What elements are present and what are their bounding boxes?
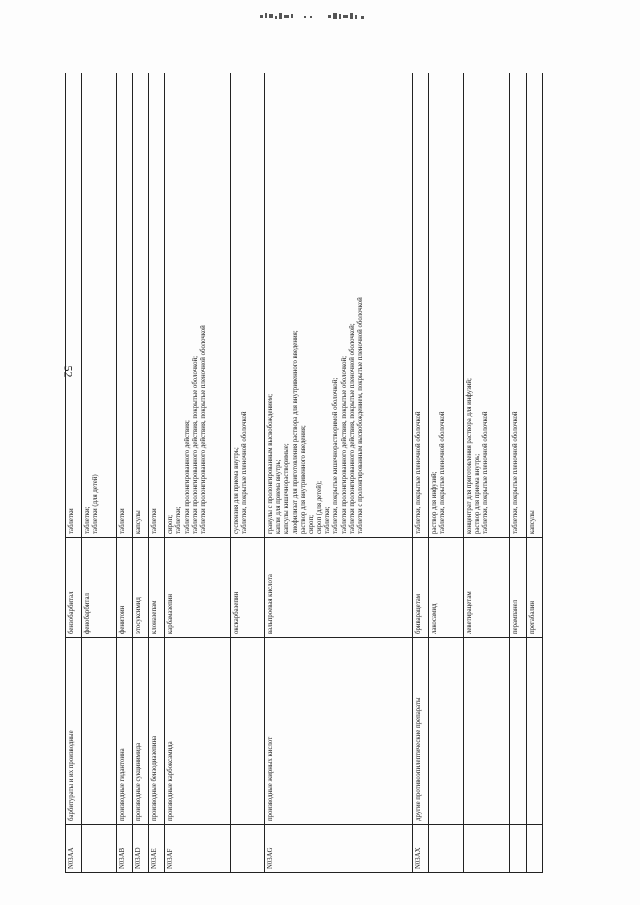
drug-group-cell-text: производные жирных кислот xyxy=(267,736,275,821)
dosage-form-line: капсулы xyxy=(134,510,142,534)
dosage-form-line: таблетки; xyxy=(175,506,183,534)
drug-group-cell xyxy=(82,638,117,825)
drug-group-cell xyxy=(116,638,132,825)
drug-name-cell-text: окскарбазепин xyxy=(232,591,240,634)
dosage-form-line: гранулы с пролонгированным высвобождением; xyxy=(267,394,275,534)
drug-table xyxy=(65,73,543,873)
table-row xyxy=(510,73,526,873)
drug-name-cell xyxy=(116,538,132,638)
atc-code-cell-text: N03AG xyxy=(267,847,275,869)
drug-name-cell-text: этосуксимид xyxy=(134,597,142,634)
drug-name-cell-text: вальпроевая кислота xyxy=(267,574,275,634)
dosage-form-line: таблетки пролонгированного действия, покрытые оболочкой; xyxy=(340,355,348,534)
drug-name-cell xyxy=(510,538,526,638)
drug-name-cell xyxy=(526,538,542,638)
dosage-form-line: таблетки xyxy=(68,508,75,534)
atc-code-cell xyxy=(165,825,230,873)
drug-name-cell xyxy=(165,538,230,638)
dosage-form-line: раствор для внутривенного введения; xyxy=(299,425,307,534)
dosage-form-line: сироп; xyxy=(307,515,315,534)
dosage-form-line: таблетки пролонгированного действия; xyxy=(183,420,191,534)
table-row xyxy=(230,73,265,873)
drug-group-cell xyxy=(149,638,165,825)
dosage-form-line: таблетки пролонгированного действия, покрытые пленочной оболочкой xyxy=(199,325,207,534)
dosage-form-line: капсулы xyxy=(528,510,536,534)
dosage-form-line: таблетки; xyxy=(324,506,332,534)
dosage-forms-cell xyxy=(132,73,148,538)
table-row xyxy=(429,73,464,873)
dosage-form-line: таблетки, покрытые пленочной оболочкой xyxy=(414,411,422,534)
drug-group-cell-text: производные гидантоина xyxy=(118,748,126,821)
drug-name-cell xyxy=(132,538,148,638)
dosage-form-line: таблетки xyxy=(118,508,126,534)
drug-name-cell-text: карбамазепин xyxy=(167,594,175,634)
dosage-forms-cell xyxy=(429,73,464,538)
atc-code-cell xyxy=(149,825,165,873)
drug-name-cell xyxy=(463,538,510,638)
drug-name-cell xyxy=(230,538,265,638)
drug-group-cell xyxy=(132,638,148,825)
drug-group-cell xyxy=(66,638,82,825)
drug-group-cell xyxy=(412,638,428,825)
dosage-form-line: суспензия для приема внутрь; xyxy=(232,447,240,534)
atc-code-cell xyxy=(463,825,510,873)
atc-code-cell xyxy=(230,825,265,873)
drug-name-cell-text: прегабалин xyxy=(528,600,536,634)
atc-code-cell xyxy=(510,825,526,873)
dosage-form-line: таблетки с пролонгированным высвобождением, покрытые пленочной оболочкой xyxy=(356,297,364,534)
scan-artifact-marks xyxy=(258,10,376,24)
atc-code-cell-text: N03AX xyxy=(414,847,422,869)
table-row xyxy=(265,73,413,873)
atc-code-cell xyxy=(132,825,148,873)
dosage-form-line: таблетки, покрытые пленочной оболочкой xyxy=(240,411,248,534)
atc-code-cell xyxy=(116,825,132,873)
dosage-form-line: таблетки пролонгированного действия, покрытые пленочной оболочкой; xyxy=(348,323,356,534)
drug-group-cell-text: производные сукцинимида xyxy=(134,742,142,821)
dosage-forms-cell xyxy=(165,73,230,538)
table-row xyxy=(463,73,510,873)
drug-name-cell-text: перампанел xyxy=(512,599,520,634)
table-row xyxy=(116,73,132,873)
drug-group-cell-text: производные карбоксамида xyxy=(167,741,175,821)
drug-name-cell xyxy=(149,538,165,638)
dosage-form-line: раствор для приема внутрь; xyxy=(473,453,481,534)
dosage-form-line: раствор для инфузий; xyxy=(431,471,439,534)
atc-code-cell-text: N03AD xyxy=(134,847,142,869)
drug-group-cell-text: другие противоэпилептические препараты xyxy=(414,697,422,821)
drug-group-cell xyxy=(463,638,510,825)
drug-name-cell xyxy=(265,538,413,638)
drug-name-cell-text: клоназепам xyxy=(151,600,159,634)
drug-name-cell xyxy=(412,538,428,638)
dosage-forms-cell xyxy=(412,73,428,538)
dosage-forms-cell xyxy=(230,73,265,538)
dosage-forms-cell xyxy=(116,73,132,538)
atc-code-cell-text: N03AE xyxy=(151,848,159,869)
atc-code-cell xyxy=(526,825,542,873)
dosage-form-line: сироп; xyxy=(167,515,175,534)
table-row xyxy=(149,73,165,873)
dosage-forms-cell xyxy=(265,73,413,538)
drug-name-cell xyxy=(429,538,464,638)
drug-name-cell-text: фенобарбитал xyxy=(84,593,92,634)
atc-code-cell xyxy=(66,825,82,873)
dosage-form-line: концентрат для приготовления раствора для инфузий; xyxy=(465,378,473,534)
dosage-form-line: таблетки, покрытые пленочной оболочкой xyxy=(512,411,520,534)
table-row xyxy=(412,73,428,873)
dosage-forms-cell xyxy=(82,73,117,538)
table-row xyxy=(165,73,230,873)
drug-group-cell xyxy=(230,638,265,825)
dosage-form-line: таблетки, покрытые пленочной оболочкой xyxy=(439,411,447,534)
atc-code-cell xyxy=(82,825,117,873)
drug-name-cell-text: лакосамид xyxy=(431,603,439,634)
atc-code-cell-text: N03AB xyxy=(118,847,126,869)
drug-name-cell-text: леветирацетам xyxy=(465,591,473,634)
drug-group-cell-text: производные бензодиазепина xyxy=(151,735,159,821)
dosage-form-line: сироп (для детей); xyxy=(316,481,324,534)
table-row xyxy=(82,73,117,873)
table-row xyxy=(132,73,148,873)
table-container xyxy=(65,73,543,873)
dosage-form-line: таблетки xyxy=(151,508,159,534)
dosage-form-line: таблетки, покрытые пленочной оболочкой xyxy=(481,411,489,534)
dosage-form-line: таблетки пролонгированного действия, покрытые оболочкой; xyxy=(191,355,199,534)
drug-group-cell xyxy=(510,638,526,825)
dosage-forms-cell xyxy=(463,73,510,538)
drug-group-cell xyxy=(265,638,413,825)
table-row xyxy=(66,73,82,873)
drug-group-cell xyxy=(526,638,542,825)
drug-group-cell xyxy=(429,638,464,825)
dosage-form-line: капсулы кишечнорастворимые; xyxy=(283,443,291,534)
dosage-forms-cell xyxy=(510,73,526,538)
dosage-form-line: таблетки; xyxy=(84,506,92,534)
dosage-form-line: капли для приема внутрь; xyxy=(275,459,283,534)
atc-code-cell-text: N03AF xyxy=(167,848,175,869)
atc-code-cell xyxy=(265,825,413,873)
dosage-forms-cell xyxy=(149,73,165,538)
page-number: 52 xyxy=(61,365,76,378)
drug-name-cell xyxy=(82,538,117,638)
drug-group-cell xyxy=(165,638,230,825)
atc-code-cell xyxy=(412,825,428,873)
dosage-forms-cell xyxy=(66,73,82,538)
dosage-forms-cell xyxy=(526,73,542,538)
drug-name-cell xyxy=(66,538,82,638)
drug-group-cell-text: барбитураты и их производные xyxy=(68,730,75,821)
dosage-form-line: лиофилизат для приготовления раствора для внутривенного введения; xyxy=(291,330,299,534)
drug-name-cell-text: бриварацетам xyxy=(414,593,422,634)
dosage-form-line: таблетки, покрытые кишечнорастворимой оболочкой; xyxy=(332,377,340,534)
atc-code-cell-text: N03AA xyxy=(68,847,75,869)
drug-name-cell-text: бензобарбитал xyxy=(68,591,75,634)
atc-code-cell xyxy=(429,825,464,873)
dosage-form-line: таблетки (для детей) xyxy=(92,474,100,534)
drug-name-cell-text: фенитоин xyxy=(118,605,126,634)
table-row xyxy=(526,73,542,873)
